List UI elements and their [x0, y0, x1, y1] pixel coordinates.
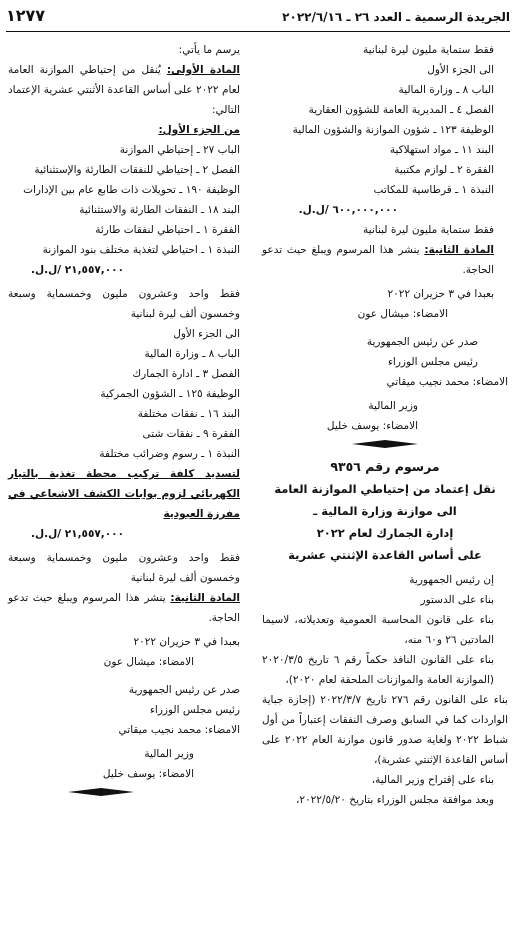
preamble: بناء على الدستور [420, 594, 494, 606]
budget-line: الوظيفة ١٢٣ ـ شؤون الموازنة والشؤون المالية [292, 124, 494, 136]
amount-in-words: فقط واحد وعشرون مليون وخمسماية وسبعة وخمسون ألف ليرة لبنانية [8, 552, 240, 584]
signature: الامضاء: يوسف خليل [326, 420, 418, 432]
budget-line: النبذة ١ ـ رسوم وضرائب مختلفة [99, 448, 240, 460]
pm-title: رئيس مجلس الوزراء [149, 704, 240, 716]
budget-line: الفقرة ١ ـ احتياطي لنفقات طارئة [95, 224, 240, 236]
budget-line: الباب ٢٧ ـ إحتياطي الموازنة [119, 144, 240, 156]
budget-line: البند ١٦ ـ نفقات مختلفة [137, 408, 240, 420]
budget-line: الى الجزء الأول [427, 64, 494, 76]
header-rule [6, 31, 510, 32]
budget-line: النبذة ١ ـ احتياطي لتغذية مختلف بنود الموازنة [42, 244, 240, 256]
budget-line: الى الجزء الأول [173, 328, 240, 340]
preamble: إن رئيس الجمهورية [409, 574, 494, 586]
issued-by: صدر عن رئيس الجمهورية [128, 684, 240, 696]
journal-title: الجريدة الرسمية ـ العدد ٢٦ ـ ٢٠٢٢/٦/١٦ [282, 10, 510, 24]
amount: ٢١,٥٥٧,٠٠٠ /ل.ل. [31, 264, 124, 276]
decree-title: نقل إعتماد من إحتياطي الموازنة العامة [274, 482, 496, 496]
preamble: بناء على إقتراح وزير المالية، [371, 774, 494, 786]
amount-in-words: فقط ستماية مليون ليرة لبنانية [363, 44, 494, 56]
article-text: يُنقل من إحتياطي الموازنة العامة لعام ٢٠٢٢ على أساس القاعدة الأثنتي عشرية الإعتماد التالي: [8, 64, 240, 116]
article-label: المادة الثانية: [424, 244, 494, 256]
article-2 [8, 588, 254, 628]
preamble: بناء على القانون رقم ٢٧٦ تاريخ ٢٠٢٢/٣/٧ (إجازة جباية الواردات كما في السابق وصرف النفقات إعتباراً من أول شباط ٢٠٢٢ ولغاية صدور قانون موازنة العام ٢٠٢٢ على أساس القاعدة الإثنتي عشرية)، [262, 694, 508, 766]
preamble: وبعد موافقة مجلس الوزراء بتاريخ ٢٠٢٢/٥/٢٠، [296, 794, 494, 806]
part-heading: من الجزء الأول: [158, 124, 240, 136]
pm-title: رئيس مجلس الوزراء [387, 356, 478, 368]
left-column [8, 40, 254, 800]
article-2 [262, 240, 508, 280]
issued-by: صدر عن رئيس الجمهورية [366, 336, 478, 348]
article-text: ينشر هذا المرسوم ويبلغ حيث تدعو الحاجة. [8, 592, 240, 624]
preamble: بناء على القانون النافذ حكماً رقم ٦ تاريخ ٢٠٢٠/٣/٥ (الموازنة العامة والموازنات الملحقة لعام ٢٠٢٠)، [262, 654, 494, 686]
budget-line: الباب ٨ ـ وزارة المالية [144, 348, 240, 360]
section-divider [262, 436, 508, 452]
amount: ٦٠٠,٠٠٠,٠٠٠ /ل.ل. [298, 204, 398, 216]
right-column [262, 40, 508, 810]
signature: الامضاء: يوسف خليل [102, 768, 194, 780]
preamble: بناء على قانون المحاسبة العمومية وتعديلاته، لاسيما المادتين ٢٦ و٦٠ منه، [262, 614, 494, 646]
amount-in-words: فقط واحد وعشرون مليون وخمسماية وسبعة وخمسون ألف ليرة لبنانية [8, 288, 240, 320]
budget-line: الفصل ٤ ـ المديرية العامة للشؤون العقارية [308, 104, 494, 116]
decree-title: إدارة الجمارك لعام ٢٠٢٢ [316, 526, 454, 540]
budget-line: الفصل ٣ ـ ادارة الجمارك [132, 368, 240, 380]
budget-line: الوظيفة ١٩٠ ـ تحويلات ذات طابع عام بين الإدارات [23, 184, 240, 196]
decree-intro: يرسم ما يأتي: [178, 44, 240, 56]
page-header [6, 4, 510, 30]
budget-line: البند ١٨ ـ النفقات الطارئة والاستثنائية [79, 204, 240, 216]
signing-date: بعبدا في ٣ حزيران ٢٠٢٢ [133, 636, 240, 648]
budget-line: الفقرة ٢ ـ لوازم مكتبية [394, 164, 494, 176]
signature: الامضاء: محمد نجيب ميقاتي [118, 724, 240, 736]
budget-line: الباب ٨ ـ وزارة المالية [398, 84, 494, 96]
article-label: المادة الأولى: [166, 64, 240, 76]
signature: الامضاء: محمد نجيب ميقاتي [386, 376, 508, 388]
budget-line: البند ١١ ـ مواد استهلاكية [389, 144, 494, 156]
article-1 [8, 60, 254, 120]
minister-title: وزير المالية [144, 748, 194, 760]
page-number: ١٢٧٧ [6, 6, 46, 25]
signature: الامضاء: ميشال عون [103, 656, 194, 668]
article-label: المادة الثانية: [170, 592, 240, 604]
minister-title: وزير المالية [368, 400, 418, 412]
budget-line: الفقرة ٩ ـ نفقات شتى [142, 428, 240, 440]
budget-line: النبذة ١ ـ قرطاسية للمكاتب [373, 184, 494, 196]
payment-purpose: لتسديد كلفة تركيب محطة تغذية بالتيار الكهربائي لزوم بوابات الكشف الاشعاعي في مفرزة العبودية [8, 468, 240, 520]
decree-title: على أساس القاعدة الإثنتي عشرية [288, 548, 482, 562]
decree-title: الى موازنة وزارة المالية ـ [313, 504, 457, 518]
section-divider [8, 784, 254, 800]
budget-line: الوظيفة ١٢٥ ـ الشؤون الجمركية [100, 388, 240, 400]
signature: الامضاء: ميشال عون [357, 308, 448, 320]
amount-in-words: فقط ستماية مليون ليرة لبنانية [363, 224, 494, 236]
article-text: ينشر هذا المرسوم ويبلغ حيث تدعو الحاجة. [262, 244, 494, 276]
budget-line: الفصل ٢ ـ إحتياطي للنفقات الطارئة والإستثنائية [34, 164, 240, 176]
signing-date: بعبدا في ٣ حزيران ٢٠٢٢ [387, 288, 494, 300]
amount: ٢١,٥٥٧,٠٠٠ /ل.ل. [31, 528, 124, 540]
decree-number: مرسوم رقم ٩٣٥٦ [330, 459, 440, 474]
